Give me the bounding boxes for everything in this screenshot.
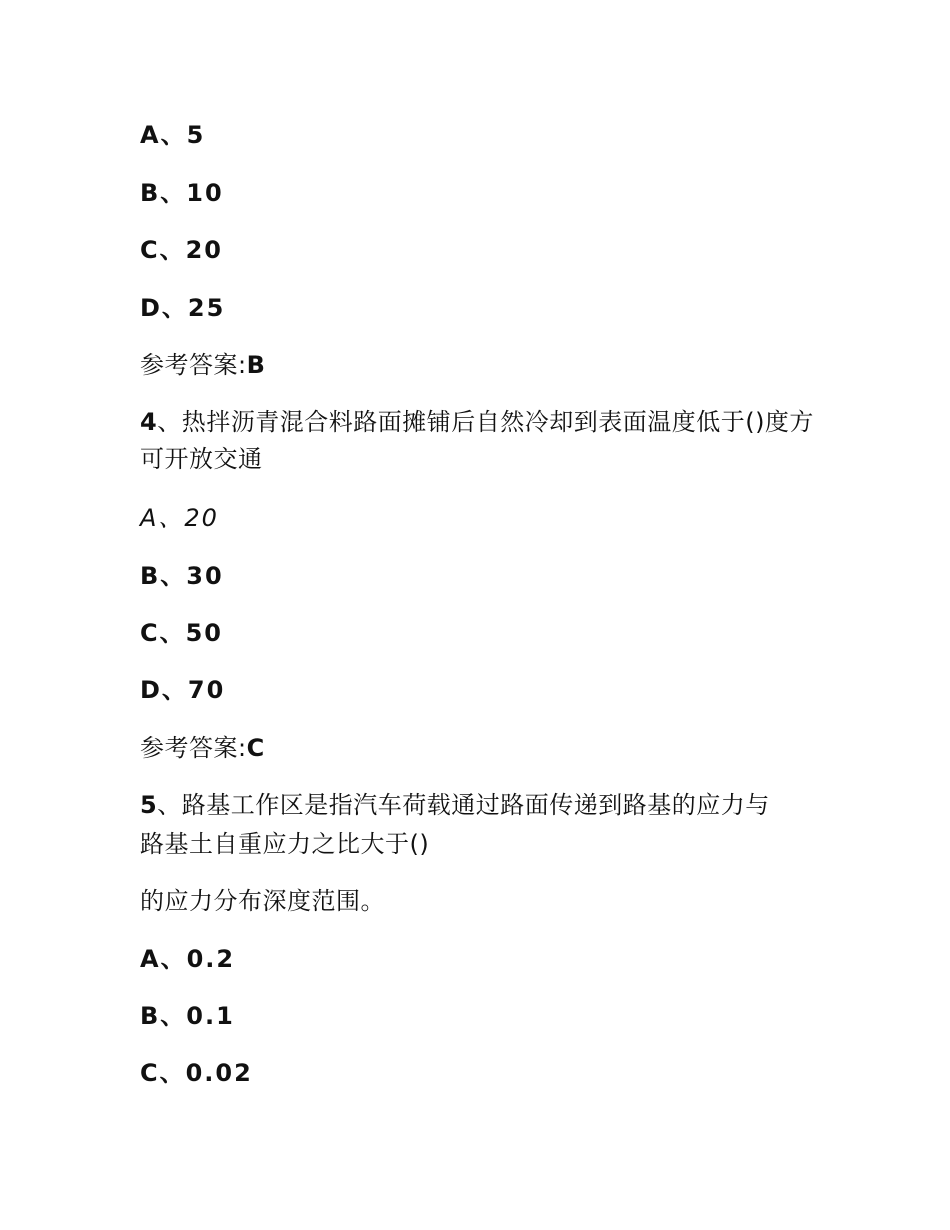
q5-option-c: C、0.02 (140, 1059, 253, 1087)
question-text: 、路基工作区是指汽车荷载通过路面传递到路基的应力与 (157, 791, 770, 819)
q4-question (140, 404, 820, 478)
q3-option-d: D、25 (140, 294, 226, 322)
q5-option-b: B、0.1 (140, 1002, 235, 1030)
answer-value: B (246, 351, 266, 379)
q5-question-line3: 的应力分布深度范围。 (140, 887, 385, 915)
q4-option-a: A、20 (140, 504, 219, 532)
answer-label: 参考答案: (140, 734, 247, 762)
q3-answer (140, 350, 265, 380)
q3-option-c: C、20 (140, 236, 224, 264)
q4-answer (140, 733, 265, 763)
q3-option-b: B、10 (140, 179, 224, 207)
q4-option-d: D、70 (140, 676, 226, 704)
answer-value: C (246, 734, 265, 762)
q5-option-a: A、0.2 (140, 945, 236, 973)
q3-option-a: A、5 (140, 121, 206, 149)
answer-label: 参考答案: (140, 351, 247, 379)
q5-question-line1 (140, 790, 770, 820)
q4-option-b: B、30 (140, 562, 224, 590)
q5-question-line2: 路基土自重应力之比大于() (140, 830, 430, 858)
question-text: 、热拌沥青混合料路面摊铺后自然冷却到表面温度低于()度方可开放交通 (140, 408, 814, 473)
question-number: 4 (140, 408, 158, 436)
question-number: 5 (140, 791, 158, 819)
q4-option-c: C、50 (140, 619, 224, 647)
